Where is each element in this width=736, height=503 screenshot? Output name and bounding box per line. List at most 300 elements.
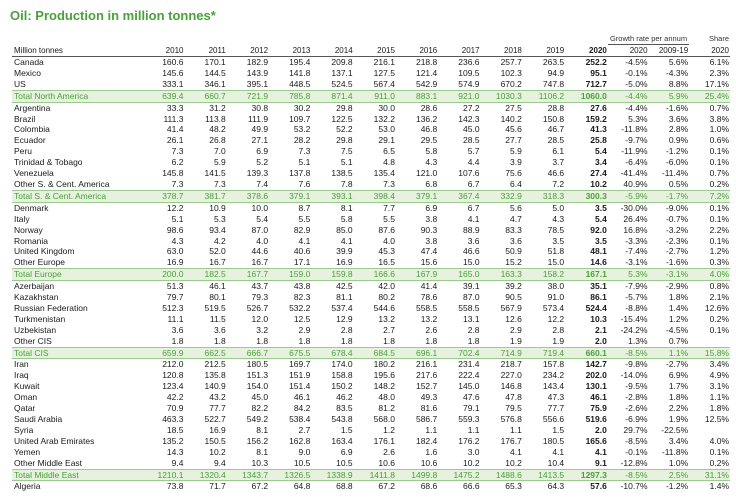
value-cell: 66.6 <box>463 481 480 492</box>
value-cell: 544.6 <box>373 302 395 313</box>
value-cell: 8.7 <box>298 202 311 213</box>
value-cell: 7.3 <box>171 146 184 157</box>
value-cell: 80.1 <box>209 292 226 303</box>
value-cell: 2.7 <box>383 324 395 335</box>
growth-cell: -0.1% <box>625 67 648 78</box>
value-cell: 4.1 <box>595 446 607 457</box>
value-cell: 1060.0 <box>565 90 608 102</box>
value-cell: 49.3 <box>420 392 438 403</box>
value-cell: 393.1 <box>311 190 353 202</box>
value-cell: 180.5 <box>542 435 565 446</box>
table-row <box>12 225 730 236</box>
value-cell: 84.2 <box>293 403 311 414</box>
value-cell: 46.1 <box>209 281 226 292</box>
value-cell: 26.1 <box>166 135 184 146</box>
value-cell: 52.2 <box>336 124 353 135</box>
table-row <box>12 325 730 336</box>
value-cell: 27.4 <box>590 168 607 179</box>
growth-cell: 1.7% <box>668 381 689 392</box>
value-cell: 27.7 <box>505 135 522 146</box>
value-cell: 6.8 <box>425 178 438 189</box>
value-cell: 9.1 <box>595 457 607 468</box>
value-cell: 122.5 <box>331 113 353 124</box>
growth-cell: 6.9% <box>668 370 689 381</box>
value-cell: 678.4 <box>311 347 353 359</box>
value-cell: 53.2 <box>293 124 311 135</box>
value-cell: 519.5 <box>204 302 226 313</box>
value-cell: 5.0 <box>552 202 565 213</box>
share-header-line1: Share <box>708 34 729 44</box>
value-cell: 448.5 <box>289 78 311 89</box>
value-cell: 92.0 <box>590 224 607 235</box>
value-cell: 333.1 <box>162 78 184 89</box>
growth-cell: -4.5% <box>665 324 689 335</box>
value-cell: 1.8 <box>383 335 395 346</box>
value-cell: 4.0 <box>256 235 269 246</box>
value-cell: 3.6 <box>510 235 522 246</box>
row-label: Other Europe <box>14 257 66 268</box>
value-cell: 162.8 <box>289 435 311 446</box>
value-cell: 1411.8 <box>354 469 396 481</box>
value-cell: 71.7 <box>209 481 226 492</box>
value-cell: 107.6 <box>458 168 480 179</box>
year-header: 2011 <box>184 45 226 57</box>
table-body <box>12 57 730 493</box>
value-cell: 87.0 <box>463 292 480 303</box>
value-cell: 263.5 <box>542 57 565 67</box>
value-cell: 16.7 <box>251 257 269 268</box>
value-cell: 152.7 <box>415 381 438 392</box>
growth-cell: 2.8% <box>668 124 689 135</box>
row-label: Other S. & Cent. America <box>14 178 110 189</box>
value-cell: 1499.8 <box>396 469 438 481</box>
value-cell: 182.5 <box>184 269 226 281</box>
value-cell: 143.4 <box>542 381 565 392</box>
growth-cell: -10.7% <box>620 481 648 492</box>
value-cell: 1.1 <box>467 424 480 435</box>
value-cell: 174.0 <box>331 359 353 370</box>
value-cell: 35.1 <box>590 281 607 292</box>
value-cell: 6.9 <box>340 446 353 457</box>
value-cell: 558.5 <box>458 302 480 313</box>
growth-cell: -11.8% <box>661 446 689 457</box>
value-cell: 200.0 <box>142 269 184 281</box>
value-cell: 7.3 <box>383 178 395 189</box>
value-cell: 6.7 <box>467 202 480 213</box>
value-cell: 12.5 <box>293 313 311 324</box>
value-cell: 5.8 <box>340 213 353 224</box>
value-cell: 45.0 <box>251 392 269 403</box>
row-label: Other Middle East <box>14 457 83 468</box>
value-cell: 2.9 <box>510 324 522 335</box>
value-cell: 7.3 <box>171 178 184 189</box>
value-cell: 81.6 <box>420 403 438 414</box>
value-cell: 785.8 <box>269 90 311 102</box>
growth-cell: 5.3% <box>628 113 648 124</box>
growth-cell: -9.5% <box>625 381 648 392</box>
table-row <box>12 202 730 213</box>
value-cell: 721.9 <box>227 90 269 102</box>
value-cell: 6.7 <box>467 178 480 189</box>
growth-cell: -4.4% <box>625 102 648 113</box>
value-cell: 78.6 <box>420 292 438 303</box>
value-cell: 159.0 <box>269 269 311 281</box>
value-cell: 151.9 <box>289 370 311 381</box>
value-cell: 1.1 <box>425 424 438 435</box>
table-row <box>12 135 730 146</box>
share-cell: 0.2% <box>709 313 729 324</box>
value-cell: 28.5 <box>463 135 480 146</box>
value-cell: 684.5 <box>354 347 396 359</box>
growth-cell: 1.1% <box>649 347 690 359</box>
value-cell: 218.7 <box>500 359 522 370</box>
table-row <box>12 124 730 135</box>
value-cell: 141.8 <box>289 67 311 78</box>
row-label: Brazil <box>14 113 36 124</box>
value-cell: 1.9 <box>510 335 522 346</box>
value-cell: 3.8 <box>425 235 438 246</box>
value-cell: 48.0 <box>378 392 395 403</box>
value-cell: 82.9 <box>293 224 311 235</box>
value-cell: 15.2 <box>505 257 522 268</box>
value-cell: 9.4 <box>171 457 184 468</box>
value-cell: 142.7 <box>585 359 607 370</box>
value-cell: 2.0 <box>595 335 607 346</box>
growth-cell: -6.0% <box>665 157 689 168</box>
value-cell: 138.5 <box>331 168 353 179</box>
row-label: Uzbekistan <box>14 324 57 335</box>
growth-cell: 26.4% <box>623 213 648 224</box>
growth-cell: -24.2% <box>620 324 648 335</box>
growth-cell: -5.0% <box>625 78 648 89</box>
value-cell: 28.6 <box>420 102 438 113</box>
value-cell: 73.8 <box>166 481 184 492</box>
value-cell: 67.2 <box>251 481 269 492</box>
value-cell: 46.7 <box>547 124 565 135</box>
value-cell: 139.3 <box>246 168 269 179</box>
value-cell: 145.6 <box>162 67 184 78</box>
share-cell <box>689 425 730 436</box>
value-cell: 2.8 <box>467 324 480 335</box>
value-cell: 16.7 <box>209 257 226 268</box>
table-row <box>12 436 730 447</box>
value-cell: 1.5 <box>552 424 565 435</box>
value-cell: 79.3 <box>251 292 269 303</box>
value-cell: 5.2 <box>256 157 269 168</box>
value-cell: 18.5 <box>166 424 184 435</box>
value-cell: 16.9 <box>166 257 184 268</box>
value-cell: 68.6 <box>420 481 438 492</box>
value-cell: 145.8 <box>162 168 184 179</box>
share-cell: 3.1% <box>709 381 729 392</box>
value-cell: 5.1 <box>340 157 353 168</box>
value-cell: 47.3 <box>547 392 565 403</box>
value-cell: 75.9 <box>590 403 607 414</box>
share-cell: 12.5% <box>704 414 729 424</box>
value-cell: 3.5 <box>552 235 565 246</box>
row-label: Total S. & Cent. America <box>12 190 142 202</box>
value-cell: 9.0 <box>298 446 311 457</box>
value-cell: 137.1 <box>331 67 353 78</box>
growth-cell: -1.2% <box>665 481 689 492</box>
value-cell: 3.5 <box>595 235 607 246</box>
growth-cell: -41.4% <box>620 168 648 179</box>
value-cell: 28.2 <box>293 135 311 146</box>
value-cell: 398.4 <box>354 190 396 202</box>
table-row <box>12 168 730 179</box>
growth-rate-header: Growth rate per annum <box>608 34 689 45</box>
growth-cell: -2.7% <box>665 246 689 257</box>
table-row <box>12 257 730 268</box>
value-cell: 9.4 <box>213 457 226 468</box>
value-cell: 7.2 <box>552 178 565 189</box>
value-cell: 1.5 <box>340 424 353 435</box>
value-cell: 16.9 <box>336 257 353 268</box>
row-label: Norway <box>14 224 43 235</box>
row-label: US <box>14 78 26 89</box>
value-cell: 140.9 <box>204 381 226 392</box>
value-cell: 5.1 <box>298 157 311 168</box>
value-cell: 10.2 <box>590 178 607 189</box>
value-cell: 1.8 <box>467 335 480 346</box>
value-cell: 123.4 <box>162 381 184 392</box>
value-cell: 91.0 <box>547 292 565 303</box>
value-cell: 12.2 <box>166 202 184 213</box>
table-row <box>12 447 730 458</box>
value-cell: 135.4 <box>373 168 395 179</box>
value-cell: 4.8 <box>383 157 395 168</box>
value-cell: 63.0 <box>166 246 184 257</box>
value-cell: 4.7 <box>510 213 522 224</box>
growth-cell: 2.2% <box>668 403 689 414</box>
header-row <box>12 45 730 57</box>
row-label: Iran <box>14 359 29 370</box>
value-cell: 7.4 <box>256 178 269 189</box>
value-cell: 10.2 <box>505 457 522 468</box>
value-cell: 195.6 <box>373 370 395 381</box>
value-cell: 217.6 <box>415 370 438 381</box>
share-cell: 0.1% <box>709 324 729 335</box>
value-cell: 702.4 <box>438 347 480 359</box>
year-header: 2019 <box>523 45 565 57</box>
value-cell: 30.8 <box>251 102 269 113</box>
value-cell: 395.1 <box>246 78 269 89</box>
year-header: 2014 <box>311 45 353 57</box>
value-cell: 10.3 <box>251 457 269 468</box>
growth-cell: -4.4% <box>608 90 649 102</box>
value-cell: 130.1 <box>585 381 607 392</box>
total-row <box>12 469 730 481</box>
growth-cell: 0.5% <box>668 178 689 189</box>
growth-cell: -1.2% <box>665 146 689 157</box>
value-cell: 6.2 <box>171 157 184 168</box>
row-label: Total Europe <box>12 269 142 281</box>
growth-cell: -8.5% <box>608 469 649 481</box>
value-cell: 3.7 <box>552 157 565 168</box>
value-cell: 159.2 <box>585 113 607 124</box>
row-label: Venezuela <box>14 168 54 179</box>
value-cell: 111.9 <box>248 113 269 124</box>
value-cell: 10.3 <box>590 313 607 324</box>
table-row <box>12 481 730 492</box>
value-cell: 4.3 <box>425 157 438 168</box>
value-cell: 712.7 <box>585 78 607 89</box>
value-cell: 1475.2 <box>438 469 480 481</box>
value-cell: 135.2 <box>162 435 184 446</box>
value-cell: 79.5 <box>505 403 522 414</box>
share-cell: 3.4% <box>709 359 729 370</box>
value-cell: 222.4 <box>458 370 480 381</box>
value-cell: 1338.9 <box>311 469 353 481</box>
value-cell: 40.6 <box>293 246 311 257</box>
value-cell: 12.0 <box>251 313 269 324</box>
table-row <box>12 79 730 90</box>
value-cell: 2.8 <box>552 324 565 335</box>
value-cell: 1.8 <box>256 335 269 346</box>
value-cell: 93.4 <box>209 224 226 235</box>
value-cell: 113.8 <box>205 113 226 124</box>
value-cell: 567.4 <box>373 78 395 89</box>
value-cell: 5.4 <box>595 146 607 157</box>
value-cell: 57.6 <box>590 481 607 492</box>
value-cell: 378.7 <box>142 190 184 202</box>
value-cell: 10.6 <box>378 457 395 468</box>
value-cell: 30.2 <box>293 102 311 113</box>
growth-cell: -2.6% <box>625 403 648 414</box>
value-cell: 151.3 <box>246 370 269 381</box>
value-cell: 64.8 <box>293 481 311 492</box>
value-cell: 3.6 <box>467 235 480 246</box>
value-cell: 6.1 <box>552 146 565 157</box>
growth-cell: -1.7% <box>649 190 690 202</box>
share-cell: 2.3% <box>709 67 729 78</box>
value-cell: 4.3 <box>552 213 565 224</box>
value-cell: 29.5 <box>420 135 438 146</box>
value-cell: 6.4 <box>510 178 522 189</box>
value-cell: 85.0 <box>336 224 353 235</box>
value-cell: 150.5 <box>204 435 226 446</box>
table-row <box>12 414 730 425</box>
share-cell: 0.1% <box>709 235 729 246</box>
value-cell: 42.2 <box>166 392 184 403</box>
share-cell: 0.3% <box>709 257 729 268</box>
value-cell: 6.5 <box>383 146 395 157</box>
value-cell: 38.0 <box>547 281 565 292</box>
value-cell: 47.4 <box>420 246 438 257</box>
value-cell: 346.1 <box>204 78 226 89</box>
value-cell: 1320.4 <box>184 469 226 481</box>
value-cell: 218.8 <box>415 57 438 67</box>
year-header: 2010 <box>142 45 184 57</box>
value-cell: 121.0 <box>415 168 438 179</box>
value-cell: 5.4 <box>595 213 607 224</box>
share-cell: 3.8% <box>709 113 729 124</box>
value-cell: 81.2 <box>378 403 395 414</box>
growth-cell: -0.1% <box>625 446 648 457</box>
value-cell: 512.3 <box>162 302 184 313</box>
value-cell: 5.6 <box>510 202 522 213</box>
value-cell: 79.1 <box>463 403 480 414</box>
value-cell: 2.6 <box>383 446 395 457</box>
value-cell: 660.1 <box>565 347 608 359</box>
value-cell: 573.4 <box>542 302 565 313</box>
value-cell: 148.2 <box>373 381 395 392</box>
value-cell: 180.5 <box>246 359 269 370</box>
value-cell: 231.4 <box>458 359 480 370</box>
value-cell: 82.2 <box>251 403 269 414</box>
share-cell: 25.4% <box>689 90 730 102</box>
value-cell: 42.5 <box>336 281 353 292</box>
value-cell: 109.5 <box>458 67 480 78</box>
growth-cell: 1.8% <box>668 392 689 403</box>
growth-cell: 8.8% <box>668 78 689 89</box>
row-label: Oman <box>14 392 38 403</box>
value-cell: 15.0 <box>463 257 480 268</box>
value-cell: 2.8 <box>340 324 353 335</box>
growth-cell: -5.7% <box>625 292 648 303</box>
row-label: Italy <box>14 213 30 224</box>
share-cell: 0.2% <box>709 457 729 468</box>
value-cell: 1106.2 <box>523 90 565 102</box>
row-label: Kazakhstan <box>14 292 59 303</box>
share-cell: 2.1% <box>709 292 729 303</box>
value-cell: 7.7 <box>383 202 395 213</box>
value-cell: 6.9 <box>256 146 269 157</box>
table-row <box>12 114 730 125</box>
value-cell: 1488.6 <box>481 469 523 481</box>
growth-cell: 16.8% <box>623 224 648 235</box>
year-header: 2015 <box>354 45 396 57</box>
share-cell: 4.0% <box>689 269 730 281</box>
value-cell: 662.5 <box>184 347 226 359</box>
value-cell: 102.3 <box>500 67 522 78</box>
value-cell: 3.4 <box>595 157 607 168</box>
value-cell: 144.5 <box>204 67 226 78</box>
share-cell: 2.2% <box>709 224 729 235</box>
value-cell: 25.8 <box>590 135 607 146</box>
value-cell: 10.6 <box>420 457 438 468</box>
growth-cell: -14.0% <box>620 370 648 381</box>
value-cell: 75.6 <box>505 168 522 179</box>
value-cell: 2.7 <box>298 424 311 435</box>
value-cell: 45.6 <box>505 124 522 135</box>
year-header: 2017 <box>438 45 480 57</box>
growth-cell: -2.9% <box>665 281 689 292</box>
value-cell: 10.5 <box>336 457 353 468</box>
total-row <box>12 90 730 102</box>
growth-cell: -4.5% <box>625 57 648 67</box>
value-cell: 332.9 <box>481 190 523 202</box>
value-cell: 150.8 <box>542 113 565 124</box>
value-cell: 666.7 <box>227 347 269 359</box>
value-cell: 94.9 <box>547 67 565 78</box>
value-cell: 4.4 <box>467 157 480 168</box>
share-cell: 0.8% <box>709 281 729 292</box>
share-cell: 17.1% <box>704 78 729 89</box>
growth-cell: 2.5% <box>649 469 690 481</box>
value-cell: 127.5 <box>373 67 395 78</box>
value-cell: 559.3 <box>458 414 480 424</box>
value-cell: 182.9 <box>246 57 269 67</box>
growth-cell: -9.7% <box>625 135 648 146</box>
table-row <box>12 179 730 190</box>
value-cell: 159.8 <box>311 269 353 281</box>
value-cell: 216.1 <box>415 359 438 370</box>
value-cell: 135.8 <box>204 370 226 381</box>
value-cell: 7.6 <box>298 178 311 189</box>
value-cell: 367.4 <box>438 190 480 202</box>
value-cell: 10.4 <box>547 457 565 468</box>
